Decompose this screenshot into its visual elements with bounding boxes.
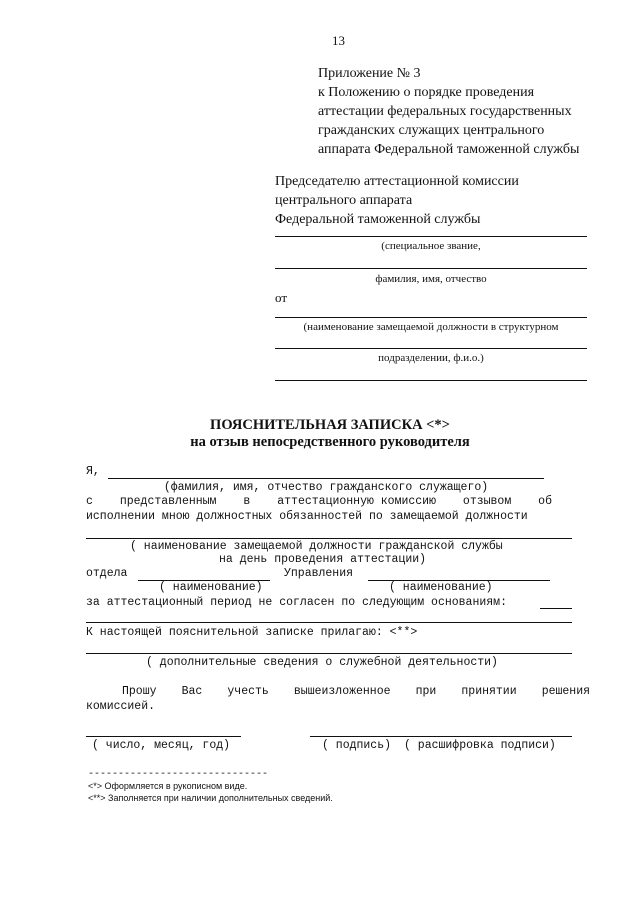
request-end: комиссией.: [86, 700, 156, 713]
word: аттестационную комиссию: [277, 495, 436, 508]
from-label: от: [275, 290, 288, 305]
page-number: 13: [332, 33, 345, 48]
word: об: [538, 495, 552, 508]
attach-text: К настоящей пояснительной записке прилагаю: <**>: [86, 626, 418, 639]
reasons-line: [86, 622, 572, 623]
extra-line: [275, 380, 587, 381]
rank-line: [275, 236, 587, 237]
footnote-2: <**> Заполняется при наличии дополнительных сведений.: [88, 793, 333, 803]
appendix-title: Приложение № 3: [318, 66, 421, 81]
position-date-hint: на день проведения аттестации): [219, 553, 427, 566]
disagree-short-line: [540, 608, 572, 609]
document-title: ПОЯСНИТЕЛЬНАЯ ЗАПИСКА <*>: [210, 417, 450, 433]
position-name-line: [86, 538, 572, 539]
name-hint: фамилия, имя, отчество: [375, 273, 487, 285]
signature-decode-hint: ( расшифровка подписи): [404, 739, 556, 752]
word: учесть: [227, 685, 269, 698]
duties-row: исполнении мною должностных обязанностей по замещаемой должности: [86, 510, 528, 523]
signature-hint: ( подпись): [322, 739, 392, 752]
word: решения: [541, 685, 590, 698]
word: с: [86, 495, 93, 508]
ya-label: Я,: [86, 465, 100, 478]
upravleniya-label: Управления: [284, 567, 354, 580]
footnote-separator: ------------------------------: [88, 769, 269, 780]
word: при: [415, 685, 437, 698]
disagree-text: за аттестационный период не согласен по следующим основаниям:: [86, 596, 507, 609]
division-hint: подразделении, ф.и.о.): [378, 352, 484, 364]
rank-hint: (специальное звание,: [381, 240, 481, 252]
word: отзывом: [462, 495, 512, 508]
signature-line: [310, 736, 572, 737]
position-hint: (наименование замещаемой должности в структурном: [303, 321, 559, 333]
footnote-1: <*> Оформляется в рукописном виде.: [88, 781, 248, 791]
fio-hint: (фамилия, имя, отчество гражданского служащего): [163, 481, 489, 494]
appendix-line: аппарата Федеральной таможенной службы: [318, 142, 580, 157]
row-with-presented: [86, 495, 552, 508]
name-line: [275, 268, 587, 269]
addressee-line: центрального аппарата: [275, 193, 413, 208]
word: в: [243, 495, 251, 508]
document-subtitle: на отзыв непосредственного руководителя: [190, 434, 470, 450]
addressee-line: Председателю аттестационной комиссии: [275, 174, 519, 189]
fio-line: [108, 478, 544, 479]
word: представленным: [119, 495, 217, 508]
appendix-line: гражданских служащих центрального: [318, 123, 545, 138]
position-name-hint: ( наименование замещаемой должности гражданской службы: [130, 540, 503, 553]
additional-line: [86, 653, 572, 654]
date-line: [86, 736, 241, 737]
word: вышеизложенное: [293, 685, 391, 698]
appendix-line: к Положению о порядке проведения: [318, 85, 535, 100]
word: Прошу: [122, 685, 157, 698]
addressee-line: Федеральной таможенной службы: [275, 212, 481, 227]
word: Вас: [181, 685, 203, 698]
otdela-label: отдела: [86, 567, 128, 580]
position-line: [275, 317, 587, 318]
request-row: [122, 685, 590, 698]
appendix-line: аттестации федеральных государственных: [318, 104, 572, 119]
otdela-hint: ( наименование): [159, 581, 263, 594]
division-line: [275, 348, 587, 349]
word: принятии: [461, 685, 517, 698]
additional-hint: ( дополнительные сведения о служебной деятельности): [146, 656, 498, 669]
upravleniya-hint: ( наименование): [389, 581, 493, 594]
date-hint: ( число, месяц, год): [92, 739, 231, 752]
